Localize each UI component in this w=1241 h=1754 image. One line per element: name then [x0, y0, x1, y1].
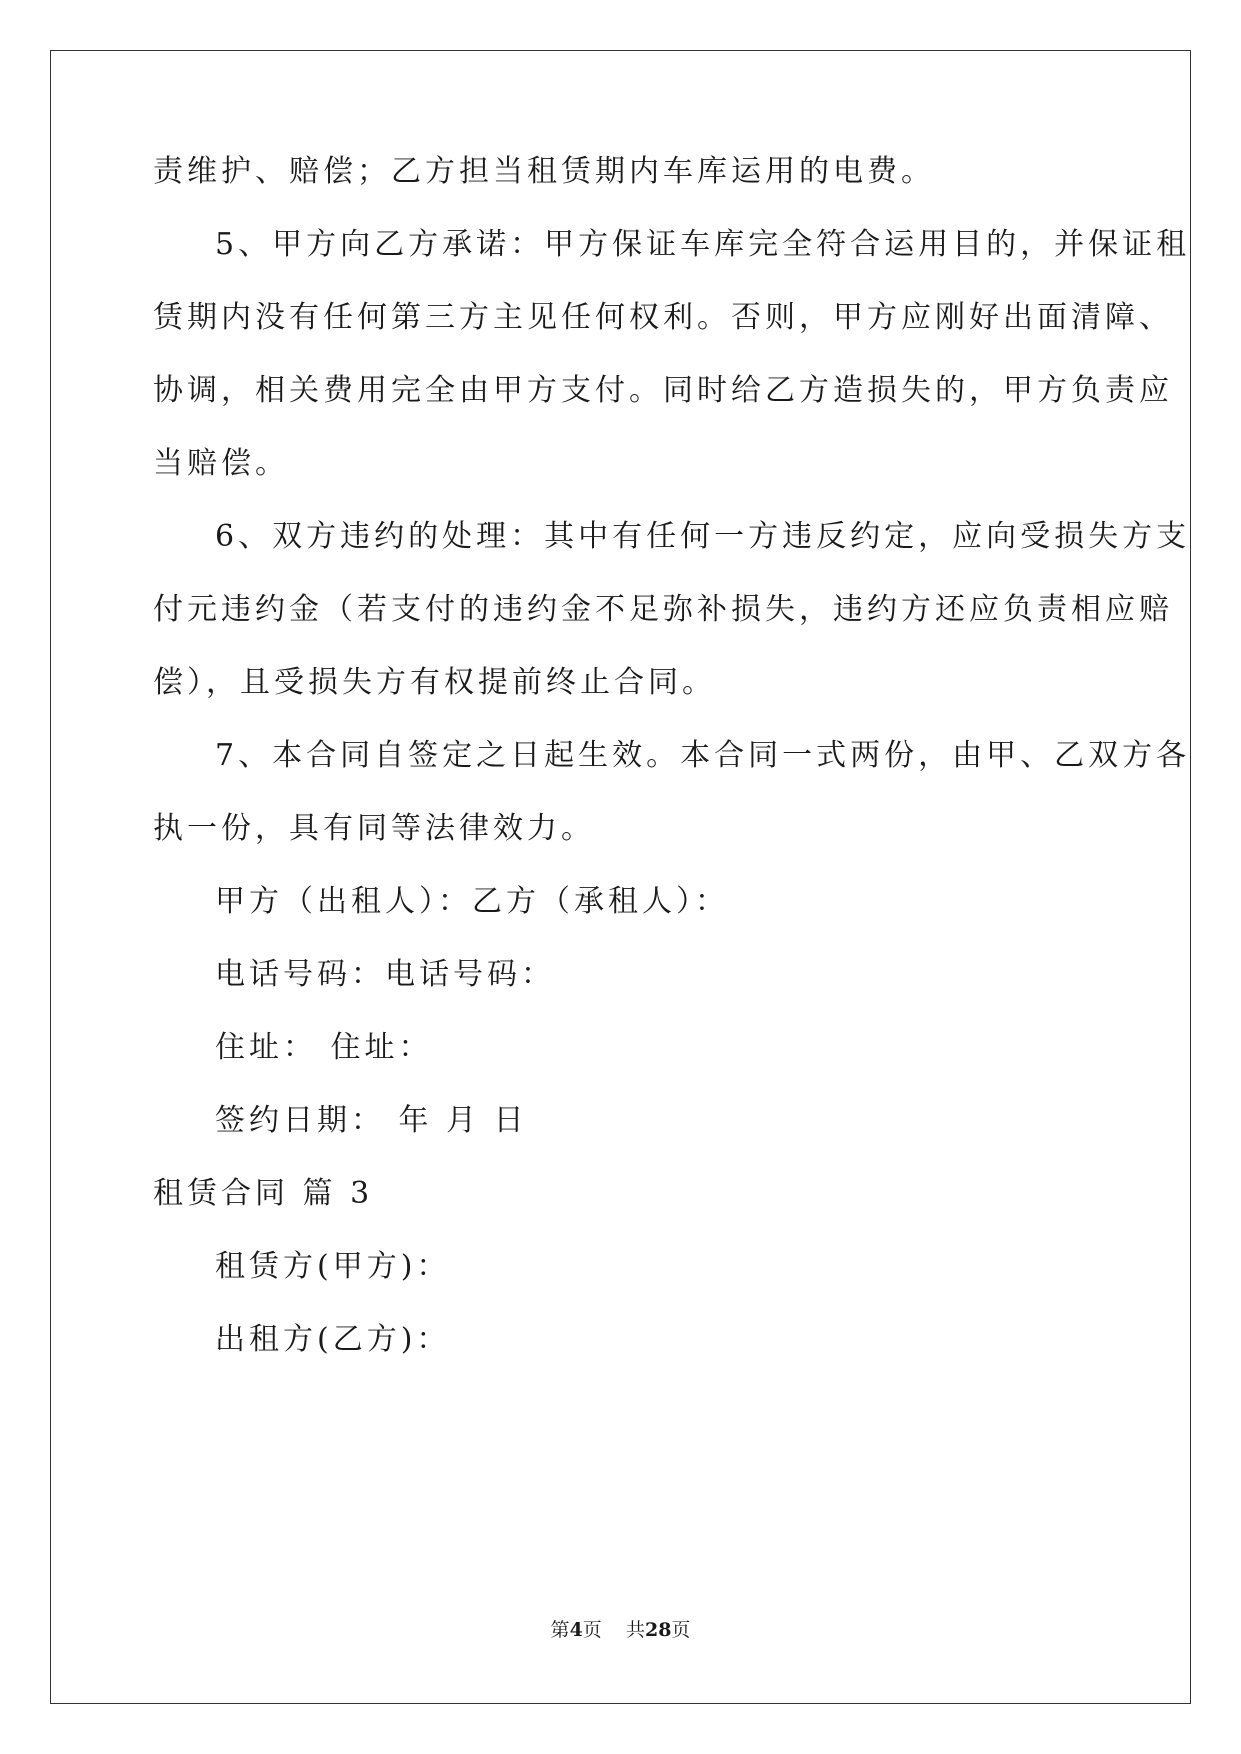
- signature-date-line: 签约日期： 年 月 日: [215, 1103, 528, 1138]
- paragraph-line: 赁期内没有任何第三方主见任何权利。否则，甲方应刚好出面清障、: [153, 300, 1173, 335]
- signature-address-line: 住址： 住址：: [215, 1030, 433, 1065]
- paragraph-line: 执一份，具有同等法律效力。: [153, 811, 595, 846]
- page-footer-prefix: 第: [550, 1619, 570, 1641]
- page-footer: [0, 1621, 1241, 1640]
- page-number: 4: [569, 1619, 583, 1641]
- party-line: 出租方(乙方)：: [215, 1322, 451, 1357]
- party-line: 租赁方(甲方)：: [215, 1249, 451, 1284]
- signature-phone-line: 电话号码：电话号码：: [215, 957, 555, 992]
- signature-party-line: 甲方（出租人）：乙方（承租人）：: [215, 884, 729, 919]
- paragraph-line: 协调，相关费用完全由甲方支付。同时给乙方造损失的，甲方负责应: [153, 373, 1173, 408]
- paragraph-line: 当赔偿。: [153, 446, 289, 481]
- paragraph-line: 责维护、赔偿；乙方担当租赁期内车库运用的电费。: [153, 154, 935, 189]
- page-frame: [50, 50, 1191, 1704]
- page-total: 28: [644, 1619, 672, 1641]
- page-footer-suffix: 页: [671, 1619, 691, 1641]
- paragraph-line: 7、本合同自签定之日起生效。本合同一式两份，由甲、乙双方各: [215, 738, 1191, 773]
- section-heading: 租赁合同 篇 3: [153, 1176, 374, 1211]
- paragraph-line: 偿），且受损失方有权提前终止合同。: [153, 665, 716, 700]
- paragraph-line: 6、双方违约的处理：其中有任何一方违反约定，应向受损失方支: [215, 519, 1191, 554]
- paragraph-line: 付元违约金（若支付的违约金不足弥补损失，违约方还应负责相应赔: [153, 592, 1173, 627]
- page-footer-middle: 页 共: [582, 1619, 645, 1641]
- paragraph-line: 5、甲方向乙方承诺：甲方保证车库完全符合运用目的，并保证租: [215, 227, 1191, 262]
